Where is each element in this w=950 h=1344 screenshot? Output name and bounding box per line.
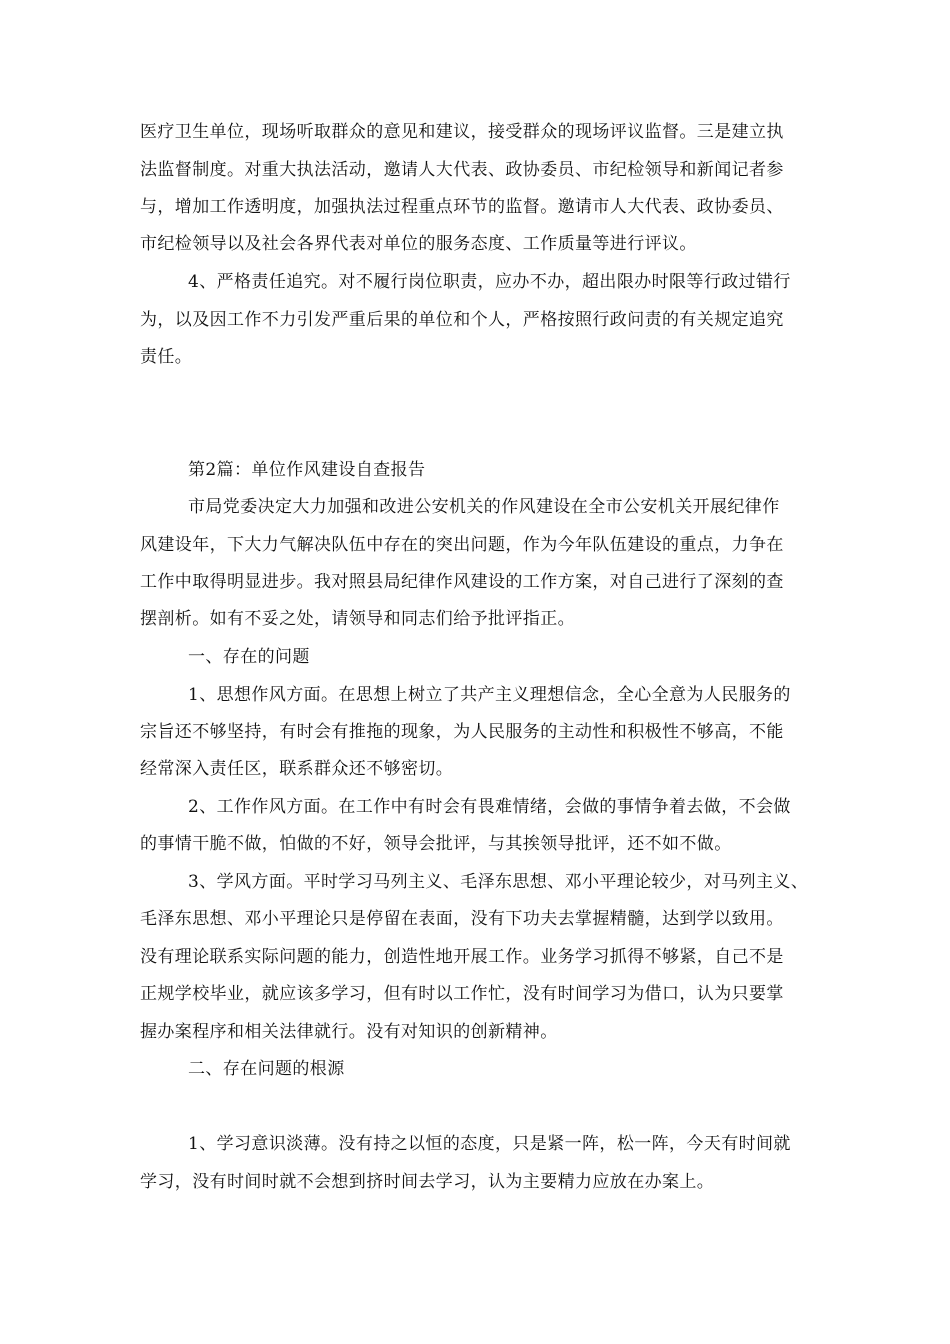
paragraph-line: 宗旨还不够坚持，有时会有推拖的现象，为人民服务的主动性和积极性不够高，不能	[140, 722, 784, 742]
article-title: 第2篇：单位作风建设自查报告	[188, 460, 426, 480]
paragraph-line: 的事情干脆不做，怕做的不好，领导会批评，与其挨领导批评，还不如不做。	[140, 834, 732, 854]
section-heading: 一、存在的问题	[188, 647, 310, 667]
paragraph-line: 1、思想作风方面。在思想上树立了共产主义理想信念，全心全意为人民服务的	[188, 685, 791, 705]
paragraph-line: 市局党委决定大力加强和改进公安机关的作风建设在全市公安机关开展纪律作	[188, 497, 780, 517]
paragraph-line: 2、工作作风方面。在工作中有时会有畏难情绪，会做的事情争着去做，不会做	[188, 797, 791, 817]
paragraph-line: 4、严格责任追究。对不履行岗位职责，应办不办，超出限办时限等行政过错行	[188, 272, 791, 292]
paragraph-line: 毛泽东思想、邓小平理论只是停留在表面，没有下功夫去掌握精髓，达到学以致用。	[140, 909, 784, 929]
paragraph-line: 正规学校毕业，就应该多学习，但有时以工作忙，没有时间学习为借口，认为只要掌	[140, 984, 784, 1004]
paragraph-line: 与，增加工作透明度，加强执法过程重点环节的监督。邀请市人大代表、政协委员、	[140, 197, 784, 217]
paragraph-line: 为，以及因工作不力引发严重后果的单位和个人，严格按照行政问责的有关规定追究	[140, 310, 784, 330]
paragraph-line: 经常深入责任区，联系群众还不够密切。	[140, 759, 454, 779]
paragraph-line: 1、学习意识淡薄。没有持之以恒的态度，只是紧一阵，松一阵，今天有时间就	[188, 1134, 791, 1154]
paragraph-line: 握办案程序和相关法律就行。没有对知识的创新精神。	[140, 1022, 558, 1042]
paragraph-line: 3、学风方面。平时学习马列主义、毛泽东思想、邓小平理论较少，对马列主义、	[188, 872, 809, 892]
paragraph-line: 法监督制度。对重大执法活动，邀请人大代表、政协委员、市纪检领导和新闻记者参	[140, 160, 784, 180]
paragraph-line: 摆剖析。如有不妥之处，请领导和同志们给予批评指正。	[140, 609, 575, 629]
paragraph-line: 风建设年，下大力气解决队伍中存在的突出问题，作为今年队伍建设的重点，力争在	[140, 535, 784, 555]
paragraph-line: 工作中取得明显进步。我对照县局纪律作风建设的工作方案，对自己进行了深刻的查	[140, 572, 784, 592]
section-heading: 二、存在问题的根源	[188, 1059, 345, 1079]
paragraph-line: 责任。	[140, 347, 193, 367]
paragraph-line: 医疗卫生单位，现场听取群众的意见和建议，接受群众的现场评议监督。三是建立执	[140, 122, 784, 142]
paragraph-line: 学习，没有时间时就不会想到挤时间去学习，认为主要精力应放在办案上。	[140, 1172, 715, 1192]
paragraph-line: 没有理论联系实际问题的能力，创造性地开展工作。业务学习抓得不够紧，自己不是	[140, 947, 784, 967]
paragraph-line: 市纪检领导以及社会各界代表对单位的服务态度、工作质量等进行评议。	[140, 234, 697, 254]
